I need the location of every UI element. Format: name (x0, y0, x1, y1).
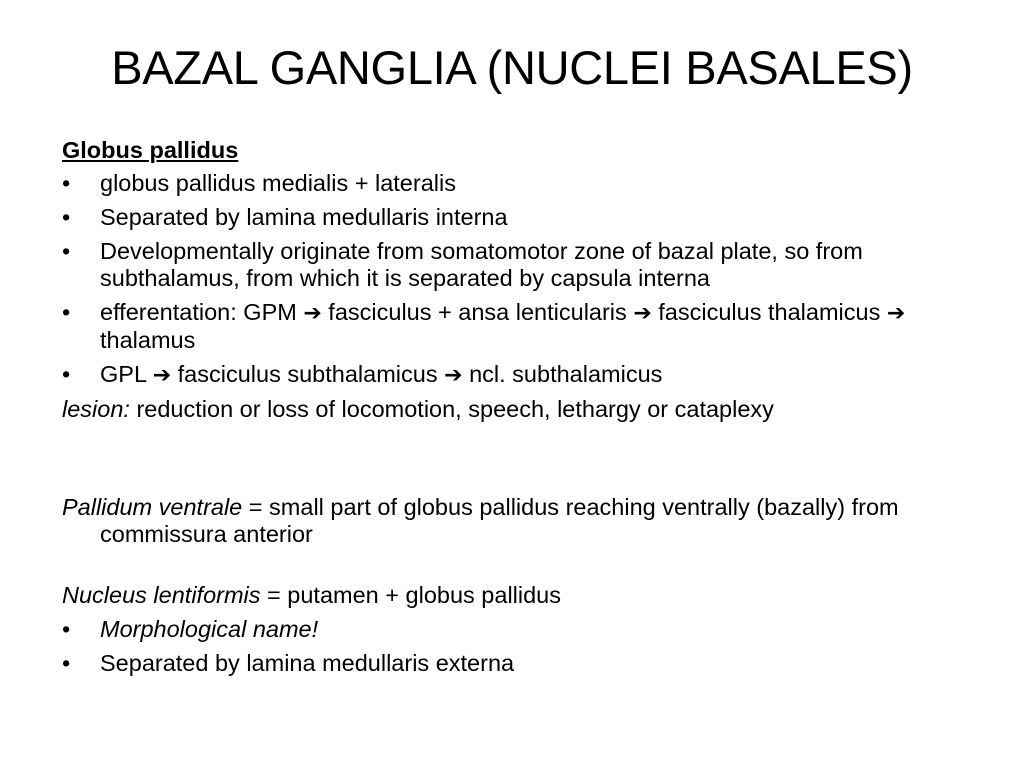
bullet-item (62, 170, 982, 197)
spacer (62, 430, 982, 494)
bullet-text-part: thalamus (100, 327, 196, 353)
bullet-text-part: fasciculus thalamicus (651, 299, 887, 325)
right-arrow-icon: ➔ (303, 301, 322, 326)
pallidum-ventrale-paragraph (62, 494, 982, 548)
term-pallidum-ventrale: Pallidum ventrale (62, 494, 243, 520)
bullet-text: Separated by lamina medullaris interna (100, 204, 508, 230)
bullet-item (62, 650, 982, 677)
bullet-item-efferentation (62, 299, 982, 354)
bullet-text-part: GPL (100, 361, 153, 387)
right-arrow-icon: ➔ (444, 363, 463, 388)
bullet-marker: • (62, 204, 71, 230)
bullet-marker: • (62, 616, 71, 642)
bullet-text: Developmentally originate from somatomotor zone of bazal plate, so from subthalamus, from which it is separated by capsula interna (100, 238, 863, 291)
spacer (62, 548, 982, 582)
bullet-marker: • (62, 238, 71, 264)
nucleus-lentiformis-paragraph (62, 582, 982, 609)
bullet-marker: • (62, 299, 71, 325)
bullet-text-part: ncl. subthalamicus (462, 361, 663, 387)
bullet-text: globus pallidus medialis + lateralis (100, 170, 456, 196)
right-arrow-icon: ➔ (886, 301, 906, 326)
definition-text: = putamen + globus pallidus (260, 582, 562, 608)
bullet-item (62, 204, 982, 231)
bullet-marker: • (62, 170, 71, 196)
bullet-text: Separated by lamina medullaris externa (100, 650, 515, 676)
bullet-marker: • (62, 361, 71, 387)
lesion-text: reduction or loss of locomotion, speech, lethargy or cataplexy (129, 396, 774, 422)
bullet-text-part: fasciculus + ansa lenticularis (321, 299, 634, 325)
bullet-item (62, 616, 982, 643)
lesion-paragraph (62, 396, 982, 423)
bullet-item (62, 238, 982, 292)
right-arrow-icon: ➔ (152, 363, 172, 388)
bullet-text-part: fasciculus subthalamicus (171, 361, 445, 387)
definition-text: = small part of globus pallidus reaching ventrally (bazally) from commissura anterior (100, 494, 899, 547)
lesion-label: lesion: (62, 396, 130, 422)
bullet-marker: • (62, 650, 71, 676)
bullet-item-gpl (62, 361, 982, 389)
section-heading-globus-pallidus: Globus pallidus (62, 137, 239, 163)
right-arrow-icon: ➔ (633, 301, 652, 326)
term-nucleus-lentiformis: Nucleus lentiformis (62, 582, 261, 608)
slide-title: BAZAL GANGLIA (NUCLEI BASALES) (111, 41, 913, 94)
bullet-text-part: efferentation: GPM (100, 299, 304, 325)
slide-body (62, 134, 982, 684)
bullet-text: Morphological name! (100, 616, 319, 642)
